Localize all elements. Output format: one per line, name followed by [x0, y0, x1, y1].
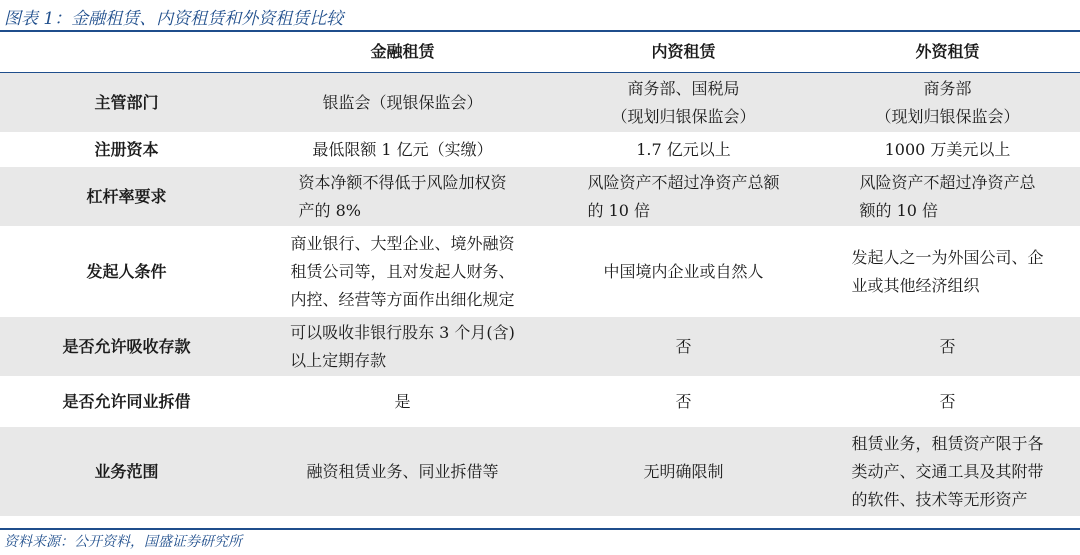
table-cell: 风险资产不超过净资产总 额的 10 倍 [859, 172, 1036, 220]
table-cell: 商务部 （现划归银保监会） [875, 78, 1020, 126]
bottom-rule [0, 528, 1080, 530]
table-cell: 是 [394, 391, 411, 411]
table-cell: 1.7 亿元以上 [636, 139, 731, 159]
table-cell: 商业银行、大型企业、境外融资 租赁公司等，且对发起人财务、 内控、经营等方面作出细化规定 [290, 233, 515, 309]
table-cell: 否 [675, 391, 692, 411]
row-label: 注册资本 [0, 133, 253, 167]
table-row [0, 377, 1080, 427]
table-cell: 最低限额 1 亿元（实缴） [312, 139, 493, 159]
header-domestic-leasing: 内资租赁 [552, 32, 815, 73]
table-cell: 否 [939, 391, 956, 411]
row-label: 发起人条件 [0, 227, 253, 317]
table-row [0, 317, 1080, 377]
row-label: 主管部门 [0, 73, 253, 133]
table-row [0, 73, 1080, 133]
table-row [0, 427, 1080, 517]
table-cell: 资本净额不得低于风险加权资 产的 8% [298, 172, 507, 220]
table-cell: 风险资产不超过净资产总额 的 10 倍 [587, 172, 780, 220]
table-row [0, 227, 1080, 317]
table-row [0, 133, 1080, 167]
table-cell: 否 [675, 336, 692, 356]
table-cell: 可以吸收非银行股东 3 个月(含) 以上定期存款 [290, 322, 515, 370]
row-label: 业务范围 [0, 427, 253, 517]
row-label: 是否允许同业拆借 [0, 377, 253, 427]
table-cell: 租赁业务，租赁资产限于各 类动产、交通工具及其附带 的软件、技术等无形资产 [851, 433, 1044, 509]
source-note: 资料来源：公开资料，国盛证券研究所 [4, 534, 242, 550]
table-cell: 银监会（现银保监会） [322, 92, 483, 112]
table-cell: 1000 万美元以上 [884, 139, 1011, 159]
comparison-table [0, 32, 1080, 517]
header-foreign-leasing: 外资租赁 [815, 32, 1080, 73]
header-financial-leasing: 金融租赁 [253, 32, 552, 73]
header-corner [0, 32, 253, 73]
table-cell: 中国境内企业或自然人 [603, 261, 764, 281]
figure-title: 图表 1：金融租赁、内资租赁和外资租赁比较 [4, 9, 344, 29]
table-row [0, 167, 1080, 227]
table-cell: 融资租赁业务、同业拆借等 [306, 461, 499, 481]
table-cell: 发起人之一为外国公司、企 业或其他经济组织 [851, 247, 1044, 295]
header-row [0, 32, 1080, 73]
table-cell: 无明确限制 [643, 461, 724, 481]
row-label: 是否允许吸收存款 [0, 317, 253, 377]
row-label: 杠杆率要求 [0, 167, 253, 227]
table-cell: 否 [939, 336, 956, 356]
table-cell: 商务部、国税局 （现划归银保监会） [611, 78, 756, 126]
